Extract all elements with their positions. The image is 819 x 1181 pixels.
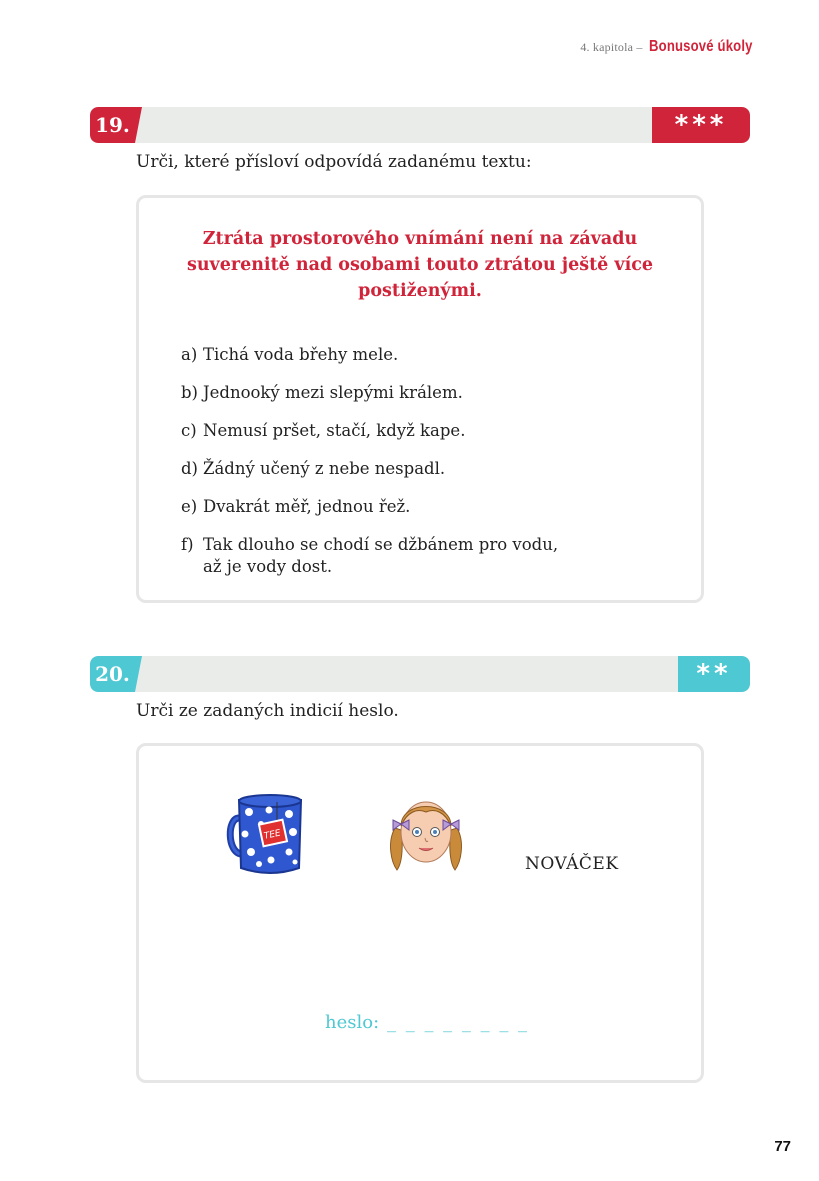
option-f[interactable] [181, 534, 681, 578]
page-number: 77 [774, 1138, 791, 1155]
difficulty-stars-19: *** [652, 107, 750, 143]
difficulty-stars-20: ** [678, 656, 750, 692]
answer-label: heslo: [325, 1012, 380, 1033]
option-text: Tak dlouho se chodí se džbánem pro vodu, až je vody dost. [203, 535, 559, 576]
task-19-box [136, 195, 704, 603]
option-e[interactable] [181, 496, 681, 518]
clue-word: NOVÁČEK [525, 854, 619, 874]
section-title: Bonusové úkoly [648, 38, 753, 55]
mug-tag-label: TEE [263, 828, 282, 842]
tea-mug-image [225, 790, 305, 880]
option-text: Tichá voda břehy mele. [203, 345, 399, 364]
option-d[interactable] [181, 458, 681, 480]
task-19-header [90, 107, 750, 143]
answer-blanks[interactable]: _ _ _ _ _ _ _ _ [387, 1012, 530, 1033]
task-20-instruction: Urči ze zadaných indicií heslo. [136, 701, 399, 721]
chapter-label: 4. kapitola – [580, 40, 643, 54]
option-a[interactable] [181, 344, 681, 366]
proverb-paraphrase: Ztráta prostorového vnímání není na závadu suverenitě nad osobami touto ztrátou ještě více postiženými. [186, 229, 654, 301]
chapter-header [580, 38, 775, 56]
girl-face-image [385, 790, 467, 874]
task-20-number: 20. [90, 656, 135, 692]
option-letter: f) [181, 535, 194, 554]
option-text: Nemusí pršet, stačí, když kape. [203, 421, 466, 440]
option-text: Dvakrát měř, jednou řež. [203, 497, 411, 516]
task-20-header [90, 656, 750, 692]
option-letter: b) [181, 383, 198, 402]
option-letter: d) [181, 459, 198, 478]
answer-options [181, 344, 681, 594]
option-letter: a) [181, 345, 198, 364]
option-text: Jednooký mezi slepými králem. [203, 383, 463, 402]
task-19-number: 19. [90, 107, 135, 143]
option-letter: c) [181, 421, 197, 440]
option-c[interactable] [181, 420, 681, 442]
option-b[interactable] [181, 382, 681, 404]
option-letter: e) [181, 497, 198, 516]
task-19-instruction: Urči, které přísloví odpovídá zadanému textu: [136, 152, 532, 172]
task-20-box [136, 743, 704, 1083]
option-text: Žádný učený z nebe nespadl. [203, 459, 446, 478]
